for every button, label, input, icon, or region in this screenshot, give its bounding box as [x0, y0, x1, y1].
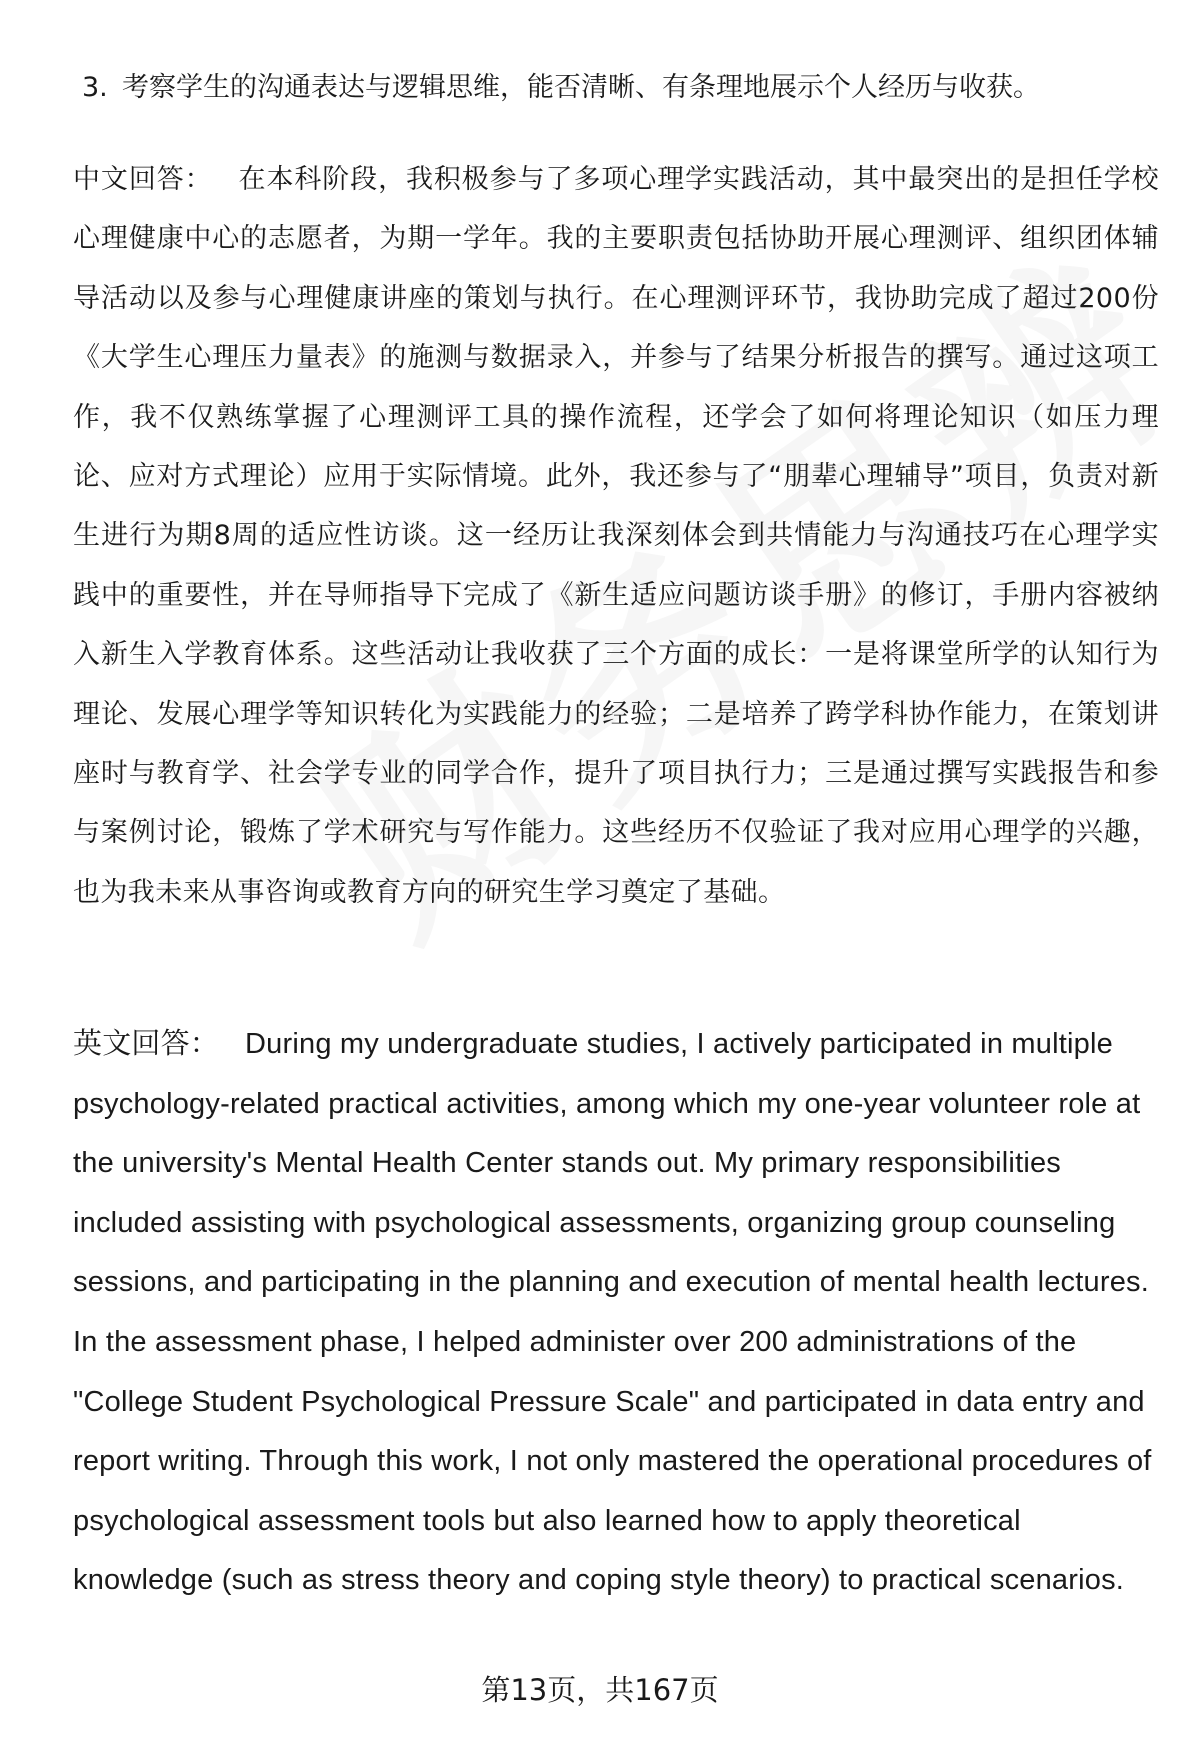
english-answer-paragraph [73, 1015, 1159, 1611]
chinese-answer-label: 中文回答： [73, 164, 213, 195]
page-indicator: 第13页，共167页 [481, 1673, 719, 1707]
item-number: 3. [82, 72, 108, 103]
chinese-answer-paragraph [73, 150, 1159, 922]
chinese-answer-text: 在本科阶段，我积极参与了多项心理学实践活动，其中最突出的是担任学校心理健康中心的志愿者，为期一学年。我的主要职责包括协助开展心理测评、组织团体辅导活动以及参与心理健康讲座的策划与执行。在心理测评环节，我协助完成了超过200份《大学生心理压力量表》的施测与数据录入，并参与了结果分析报告的撰写。通过这项工作，我不仅熟练掌握了心理测评工具的操作流程，还学会了如何将理论知识（如压力理论、应对方式理论）应用于实际情境。此外，我还参与了“朋辈心理辅导”项目，负责对新生进行为期8周的适应性访谈。这一经历让我深刻体会到共情能力与沟通技巧在心理学实践中的重要性，并在导师指导下完成了《新生适应问题访谈手册》的修订，手册内容被纳入新生入学教育体系。这些活动让我收获了三个方面的成长：一是将课堂所学的认知行为理论、发展心理学等知识转化为实践能力的经验；二是培养了跨学科协作能力，在策划讲座时与教育学、社会学专业的同学合作，提升了项目执行力；三是通过撰写实践报告和参与案例讨论，锻炼了学术研究与写作能力。这些经历不仅验证了我对应用心理学的兴趣，也为我未来从事咨询或教育方向的研究生学习奠定了基础。 [73, 164, 1160, 908]
english-answer-label: 英文回答： [73, 1028, 220, 1060]
english-answer-text: During my undergraduate studies, I actively participated in multiple psychology-related practical activities, among which my one-year volunteer role at the university's Mental Health Center stands out. My primary responsibilities included assisting with psychological assessments, organizing group counseling sessions, and participating in the planning and execution of mental health lectures. In the assessment phase, I helped administer over 200 administrations of the "College Student Psychological Pressure Scale" and participated in data entry and report writing. Through this work, I not only mastered the operational procedures of psychological assessment tools but also learned how to apply theoretical knowledge (such as stress theory and coping style theory) to practical scenarios. [73, 1028, 1152, 1597]
item-text: 考察学生的沟通表达与逻辑思维，能否清晰、有条理地展示个人经历与收获。 [122, 72, 1040, 103]
question-item-3 [82, 66, 1162, 110]
